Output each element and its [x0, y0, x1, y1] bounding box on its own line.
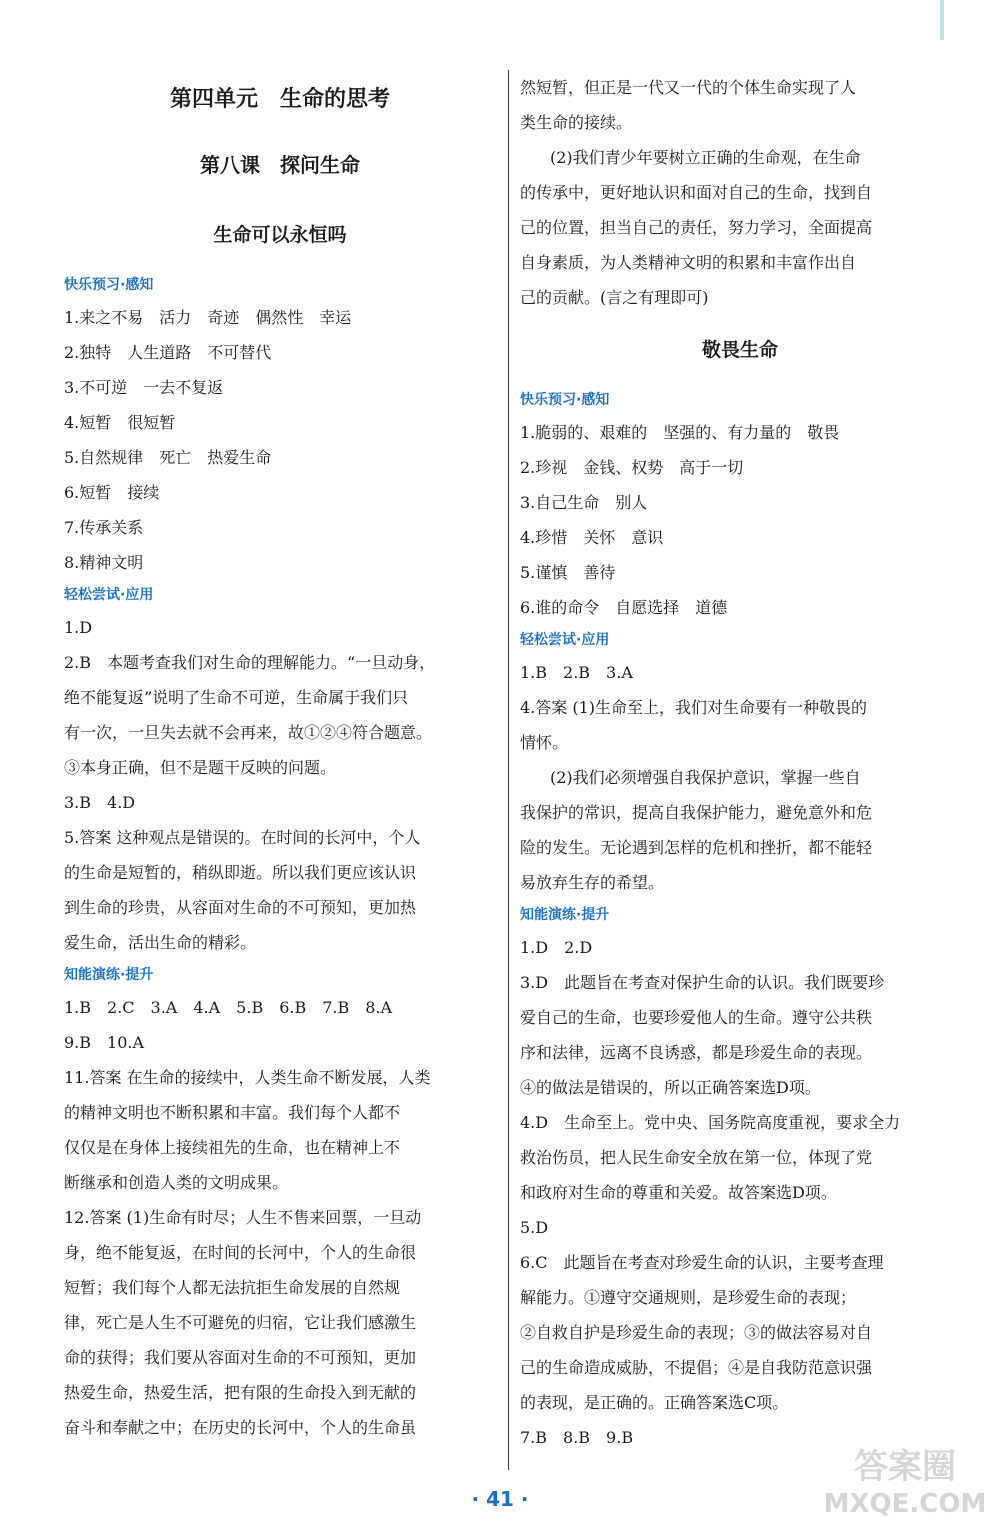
answer-line: 绝不能复返”说明了生命不可逆，生命属于我们只 [64, 688, 409, 707]
watermark-bottom: MXQE.COM [823, 1489, 987, 1519]
answer-line: 律，死亡是人生不可避免的归宿，它让我们感激生 [64, 1313, 417, 1332]
answer-line: 易放弃生存的希望。 [520, 873, 665, 892]
answer-line: 7.传承关系 [64, 518, 144, 537]
answer-line: 3.自己生命 别人 [520, 493, 648, 512]
unit-title: 第四单元 生命的思考 [169, 87, 390, 112]
answer-line: 1.B 2.B 3.A [520, 663, 633, 682]
answer-line: 3.D 此题旨在考查对保护生命的认识。我们既要珍 [520, 973, 885, 992]
answer-line: 1.D [64, 618, 93, 637]
answer-line: 2.独特 人生道路 不可替代 [64, 343, 272, 362]
answer-line: 和政府对生命的尊重和关爱。故答案选D项。 [520, 1183, 837, 1202]
watermark-logo [820, 1440, 990, 1520]
answer-line: 1.脆弱的、艰难的 坚强的、有力量的 敬畏 [520, 423, 840, 442]
answer-line: 我保护的常识，提高自我保护能力，避免意外和危 [520, 803, 873, 822]
answer-line: 1.B 2.C 3.A 4.A 5.B 6.B 7.B 8.A [64, 998, 393, 1017]
answer-line: 3.B 4.D [64, 793, 136, 812]
watermark-top: 答案圈 [854, 1447, 956, 1487]
section-title: 生命可以永恒吗 [213, 224, 347, 246]
answer-line: 2.B 本题考查我们对生命的理解能力。“一旦动身， [64, 653, 436, 672]
answer-line: 5.D [520, 1218, 549, 1237]
answer-line: 断继承和创造人类的文明成果。 [64, 1173, 289, 1192]
answer-line: 8.精神文明 [64, 553, 144, 572]
edge-mark [940, 0, 944, 40]
answer-line: 4.珍惜 关怀 意识 [520, 528, 664, 547]
answer-line: 9.B 10.A [64, 1033, 145, 1052]
answer-line: ③本身正确，但不是题干反映的问题。 [64, 758, 337, 777]
answer-line: 情怀。 [520, 733, 569, 752]
answer-line: 2.珍视 金钱、权势 高于一切 [520, 458, 744, 477]
lesson-title: 第八课 探问生命 [200, 153, 360, 177]
answer-line: 1.来之不易 活力 奇迹 偶然性 幸运 [64, 308, 352, 327]
answer-line: 的精神文明也不断积累和丰富。我们每个人都不 [64, 1103, 401, 1122]
answer-line: 爱自己的生命，也要珍爱他人的生命。遵守公共秩 [520, 1008, 873, 1027]
answer-line: 11.答案 在生命的接续中，人类生命不断发展，人类 [64, 1068, 431, 1087]
answer-line: 己的位置，担当自己的责任，努力学习，全面提高 [520, 218, 873, 237]
skill-label: 知能演练·提升 [520, 907, 610, 923]
answer-line: 4.答案 (1)生命至上，我们对生命要有一种敬畏的 [520, 698, 868, 717]
right-column [520, 70, 960, 1455]
answer-line: 仅仅是在身体上接续祖先的生命，也在精神上不 [64, 1138, 401, 1157]
answer-line: 己的贡献。(言之有理即可) [520, 288, 709, 307]
answer-line: 5.谨慎 善待 [520, 563, 616, 582]
answer-line: 有一次，一旦失去就不会再来，故①②④符合题意。 [64, 723, 433, 742]
answer-line: 自身素质，为人类精神文明的积累和丰富作出自 [520, 253, 857, 272]
answer-line: 短暂；我们每个人都无法抗拒生命发展的自然规 [64, 1278, 401, 1297]
answer-line: 的表现，是正确的。正确答案选C项。 [520, 1393, 789, 1412]
answer-line: 序和法律，远离不良诱惑，都是珍爱生命的表现。 [520, 1043, 873, 1062]
answer-line: 险的发生。无论遇到怎样的危机和挫折，都不能轻 [520, 838, 873, 857]
try-label: 轻松尝试·应用 [64, 587, 154, 603]
try-label: 轻松尝试·应用 [520, 632, 610, 648]
answer-line: 奋斗和奉献之中；在历史的长河中，个人的生命虽 [64, 1418, 417, 1437]
answer-line: 5.自然规律 死亡 热爱生命 [64, 448, 272, 467]
answer-line: 4.短暂 很短暂 [64, 413, 176, 432]
answer-line: 的生命是短暂的，稍纵即逝。所以我们更应该认识 [64, 863, 417, 882]
answer-line: 热爱生命，热爱生活，把有限的生命投入到无献的 [64, 1383, 417, 1402]
left-column [64, 70, 496, 1445]
answer-line: 然短暂，但正是一代又一代的个体生命实现了人 [520, 78, 857, 97]
answer-line: 己的生命造成威胁，不提倡；④是自我防范意识强 [520, 1358, 873, 1377]
answer-line: 3.不可逆 一去不复返 [64, 378, 224, 397]
answer-line: 命的获得；我们要从容面对生命的不可预知，更加 [64, 1348, 417, 1367]
answer-line: 救治伤员，把人民生命安全放在第一位，体现了党 [520, 1148, 873, 1167]
answer-line: 的传承中，更好地认识和面对自己的生命，找到自 [520, 183, 873, 202]
answer-line: 爱生命，活出生命的精彩。 [64, 933, 257, 952]
answer-line: 7.B 8.B 9.B [520, 1428, 634, 1447]
answer-line: 类生命的接续。 [520, 113, 633, 132]
answer-line: 6.谁的命令 自愿选择 道德 [520, 598, 728, 617]
answer-line: 1.D 2.D [520, 938, 593, 957]
answer-line: 6.短暂 接续 [64, 483, 160, 502]
answer-line: 4.D 生命至上。党中央、国务院高度重视，要求全力 [520, 1113, 901, 1132]
answer-line: 6.C 此题旨在考查对珍爱生命的认识，主要考查理 [520, 1253, 884, 1272]
answer-line: 解能力。①遵守交通规则，是珍爱生命的表现； [520, 1288, 857, 1307]
answer-line: (2)我们必须增强自我保护意识，掌握一些自 [550, 768, 861, 787]
preview-label: 快乐预习·感知 [520, 392, 610, 408]
answer-line: 身，绝不能复返，在时间的长河中，个人的生命很 [64, 1243, 417, 1262]
answer-line: 12.答案 (1)生命有时尽；人生不售来回票，一旦动 [64, 1208, 422, 1227]
answer-line: 5.答案 这种观点是错误的。在时间的长河中，个人 [64, 828, 421, 847]
preview-label: 快乐预习·感知 [64, 277, 154, 293]
answer-line: (2)我们青少年要树立正确的生命观，在生命 [550, 148, 861, 167]
answer-line: ④的做法是错误的，所以正确答案选D项。 [520, 1078, 821, 1097]
answer-line: 到生命的珍贵，从容面对生命的不可预知，更加热 [64, 898, 417, 917]
section-title: 敬畏生命 [701, 339, 778, 361]
page-number: · 41 · [471, 1487, 529, 1511]
column-divider [508, 70, 509, 1470]
skill-label: 知能演练·提升 [64, 967, 154, 983]
answer-line: ②自救自护是珍爱生命的表现；③的做法容易对自 [520, 1323, 873, 1342]
